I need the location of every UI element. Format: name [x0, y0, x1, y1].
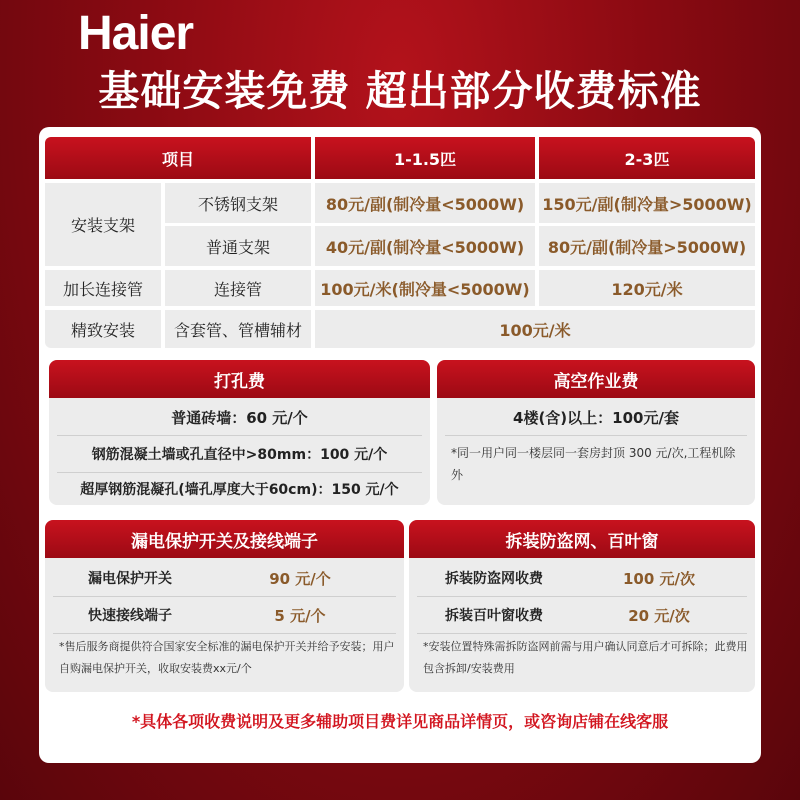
stainless-bracket-name: 不锈钢支架 — [165, 183, 311, 223]
drilling-row-concrete: 钢筋混凝土墙或孔直径中>80mm：100 元/个 — [91, 447, 388, 463]
high-altitude-section — [437, 360, 755, 505]
drilling-section — [49, 360, 430, 505]
fee-panel — [39, 127, 761, 763]
removal-section — [409, 520, 755, 692]
ordinary-bracket-small-price: 40元/副(制冷量<5000W) — [315, 226, 535, 266]
pipe-small-price: 100元/米(制冷量<5000W) — [315, 270, 535, 306]
pipe-large-price: 120元/米 — [539, 270, 755, 306]
fine-install-price: 100元/米 — [315, 310, 755, 348]
high-altitude-note: *同一用户同一楼层同一套房封顶 300 元/次,工程机除外 — [451, 446, 736, 482]
leakage-switch-price: 90 元/个 — [269, 569, 331, 588]
leakage-switch-name: 漏电保护开关 — [88, 571, 172, 587]
header-small-hp: 1-1.5匹 — [315, 137, 535, 179]
header-item: 项目 — [45, 137, 311, 179]
terminal-name: 快速接线端子 — [88, 608, 172, 624]
shutter-name: 拆装百叶窗收费 — [445, 608, 543, 624]
ordinary-bracket-large-price: 80元/副(制冷量>5000W) — [539, 226, 755, 266]
leakage-title: 漏电保护开关及接线端子 — [45, 520, 404, 558]
brand-logo: Haier — [78, 7, 194, 60]
removal-title: 拆装防盗网、百叶窗 — [409, 520, 755, 558]
fine-install-name: 含套管、管槽辅材 — [165, 310, 311, 348]
footer-notice: *具体各项收费说明及更多辅助项目费详见商品详情页，或咨询店铺在线客服 — [131, 712, 669, 731]
high-altitude-price: 4楼(含)以上：100元/套 — [513, 408, 679, 427]
row-label-fine: 精致安装 — [45, 310, 161, 348]
main-fee-table — [45, 137, 755, 342]
anti-theft-net-price: 100 元/次 — [622, 569, 695, 588]
header-large-hp: 2-3匹 — [539, 137, 755, 179]
high-altitude-title: 高空作业费 — [437, 360, 755, 398]
row-label-pipe: 加长连接管 — [45, 270, 161, 306]
terminal-price: 5 元/个 — [274, 606, 326, 625]
anti-theft-net-name: 拆装防盗网收费 — [445, 571, 543, 587]
leakage-section — [45, 520, 404, 692]
stainless-bracket-small-price: 80元/副(制冷量<5000W) — [315, 183, 535, 223]
drilling-row-thick: 超厚钢筋混凝孔(墙孔厚度大于60cm)：150 元/个 — [80, 482, 399, 498]
drilling-row-brick: 普通砖墙：60 元/个 — [171, 408, 308, 427]
shutter-price: 20 元/次 — [628, 606, 690, 625]
page-title: 基础安装免费 超出部分收费标准 — [98, 67, 702, 115]
removal-note: *安装位置特殊需拆防盗网前需与用户确认同意后才可拆除；此费用包含拆卸/安装费用 — [423, 640, 748, 675]
ordinary-bracket-name: 普通支架 — [165, 226, 311, 266]
pipe-name: 连接管 — [165, 270, 311, 306]
leakage-note: *售后服务商提供符合国家安全标准的漏电保护开关并给予安装；用户自购漏电保护开关，收取安装费xx元/个 — [59, 640, 395, 675]
stainless-bracket-large-price: 150元/副(制冷量>5000W) — [539, 183, 755, 223]
drilling-title: 打孔费 — [49, 360, 430, 398]
row-label-bracket: 安装支架 — [45, 183, 161, 266]
